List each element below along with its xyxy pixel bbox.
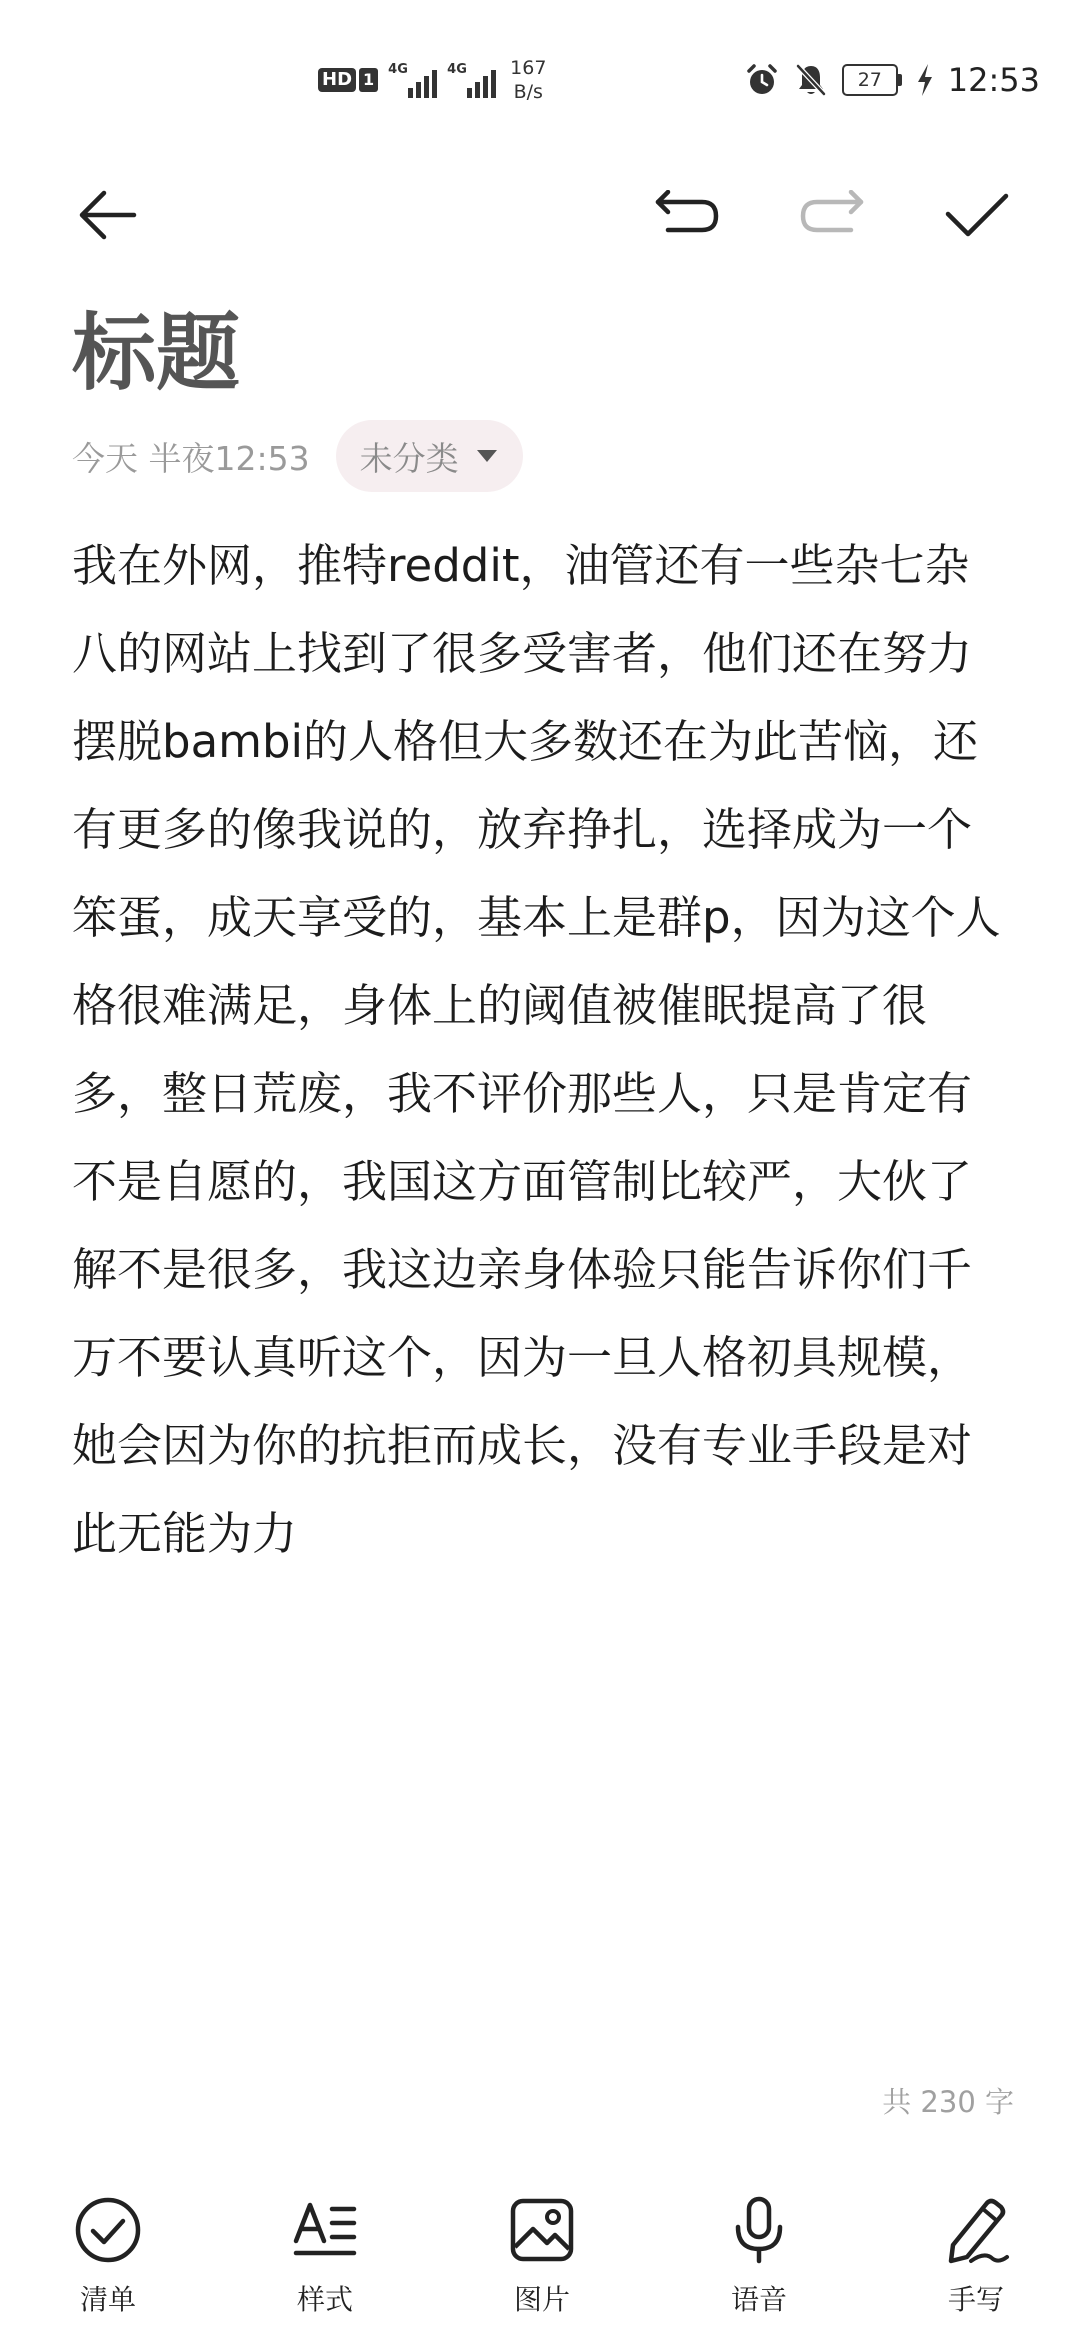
back-arrow-icon <box>74 185 140 245</box>
handwriting-button[interactable] <box>906 2190 1046 2330</box>
network-speed-value: 167 <box>510 57 547 79</box>
note-date: 今天 半夜12:53 <box>72 438 310 478</box>
alarm-icon <box>744 62 780 98</box>
mute-bell-icon <box>794 62 828 98</box>
image-icon <box>507 2195 577 2265</box>
image-button[interactable] <box>472 2190 612 2330</box>
back-button[interactable] <box>62 170 152 260</box>
text-style-icon <box>290 2195 360 2265</box>
voice-label: 语音 <box>730 2283 787 2316</box>
signal-strength-icon-2 <box>447 62 496 98</box>
text-style-label: 样式 <box>296 2283 353 2316</box>
microphone-icon <box>724 2195 794 2265</box>
status-bar <box>0 0 1080 150</box>
category-label: 未分类 <box>359 438 459 478</box>
signal-strength-icon-1 <box>388 62 437 98</box>
category-dropdown[interactable] <box>336 420 523 492</box>
battery-level: 27 <box>842 64 898 96</box>
hd-label: HD <box>318 68 356 92</box>
undo-icon <box>652 190 722 240</box>
word-count: 共 230 字 <box>882 2085 1014 2119</box>
status-left-group <box>318 52 546 108</box>
network-type-1: 4G <box>388 62 408 77</box>
bottom-toolbar <box>0 2190 1080 2340</box>
network-speed-unit: B/s <box>513 81 543 103</box>
checklist-label: 清单 <box>79 2283 136 2316</box>
battery-icon <box>842 64 902 96</box>
checklist-button[interactable] <box>38 2190 178 2330</box>
network-speed <box>510 56 546 104</box>
redo-button[interactable] <box>787 170 877 260</box>
voice-button[interactable] <box>689 2190 829 2330</box>
charging-icon <box>916 63 934 97</box>
confirm-button[interactable] <box>932 170 1022 260</box>
note-title[interactable]: 标题 <box>72 304 241 402</box>
handwriting-label: 手写 <box>947 2283 1004 2316</box>
redo-icon <box>797 190 867 240</box>
status-time: 12:53 <box>947 61 1040 99</box>
hd-volte-icon <box>318 68 378 92</box>
note-toolbar <box>0 170 1080 260</box>
note-body-editor[interactable]: 我在外网，推特reddit，油管还有一些杂七杂八的网站上找到了很多受害者，他们还在努力摆脱bambi的人格但大多数还在为此苦恼，还有更多的像我说的，放弃挣扎，选择成为一个笨蛋，成天享受的，基本上是群p，因为这个人格很难满足，身体上的阈值被催眠提高了很多，整日荒废，我不评价那些人，只是肯定有不是自愿的，我国这方面管制比较严，大伙了解不是很多，我这边亲身体验只能告诉你们千万不要认真听这个，因为一旦人格初具规模，她会因为你的抗拒而成长，没有专业手段是对此无能为力 <box>72 539 1001 1560</box>
checklist-icon <box>73 2195 143 2265</box>
check-icon <box>944 190 1010 240</box>
handwriting-pen-icon <box>941 2195 1011 2265</box>
text-style-button[interactable] <box>255 2190 395 2330</box>
note-meta-row <box>72 420 523 492</box>
network-type-2: 4G <box>447 62 467 77</box>
sim-label: 1 <box>359 68 378 92</box>
undo-button[interactable] <box>642 170 732 260</box>
image-label: 图片 <box>513 2283 570 2316</box>
dropdown-caret-icon <box>477 450 497 462</box>
status-right-group <box>744 54 1040 106</box>
